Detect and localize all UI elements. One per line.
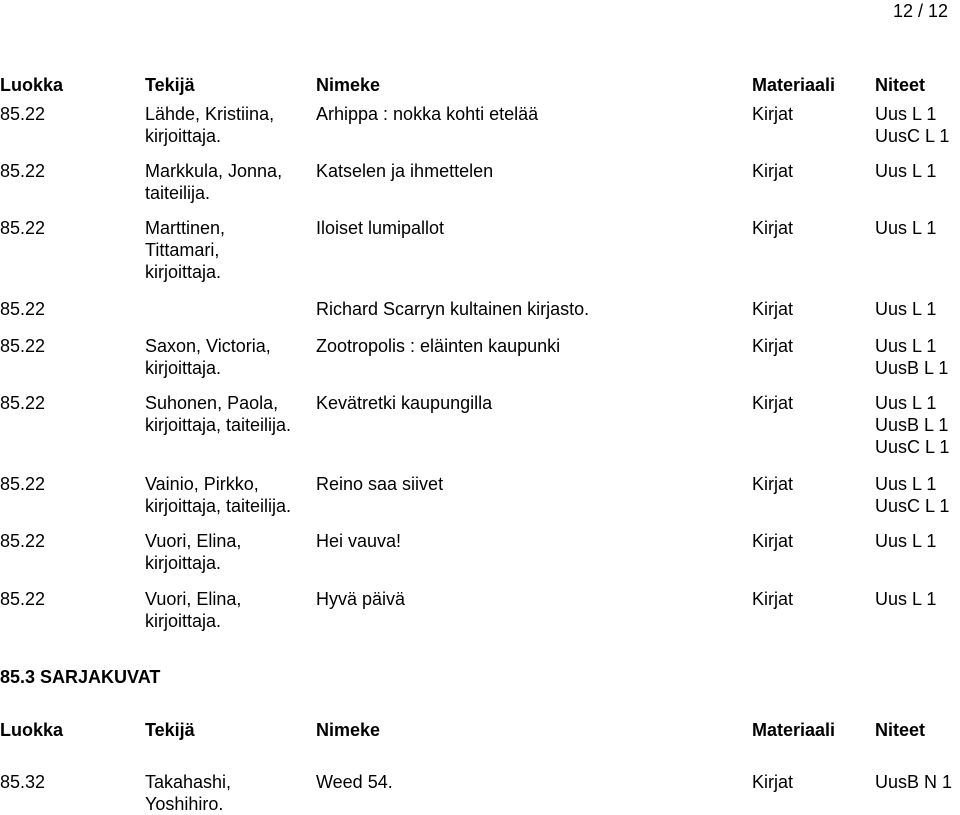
- cell-tekija: [145, 588, 241, 632]
- page-number: 12 / 12: [892, 1, 948, 21]
- niteet-line: Uus L 1: [875, 299, 937, 319]
- tekija-line: kirjoittaja.: [145, 262, 222, 282]
- cell-niteet: [875, 530, 936, 552]
- cell-luokka: 85.22: [0, 104, 46, 124]
- cell-nimeke: Zootropolis : eläinten kaupunki: [316, 336, 561, 356]
- header-luokka: Luokka: [0, 720, 64, 740]
- cell-materiaali: Kirjat: [752, 218, 794, 238]
- tekija-line: Vainio, Pirkko,: [145, 474, 259, 494]
- niteet-line: Uus L 1: [875, 589, 937, 609]
- tekija-line: kirjoittaja, taiteilija.: [145, 415, 292, 435]
- cell-tekija: [145, 217, 225, 283]
- tekija-line: kirjoittaja, taiteilija.: [145, 496, 292, 516]
- tekija-line: Saxon, Victoria,: [145, 336, 271, 356]
- cell-luokka: 85.22: [0, 589, 46, 609]
- cell-materiaali: Kirjat: [752, 336, 794, 356]
- cell-niteet: [875, 771, 952, 793]
- cell-luokka: 85.32: [0, 772, 46, 792]
- cell-nimeke: Katselen ja ihmettelen: [316, 161, 494, 181]
- tekija-line: Yoshihiro.: [145, 794, 224, 814]
- cell-luokka: 85.22: [0, 474, 46, 494]
- niteet-line: Uus L 1: [875, 531, 937, 551]
- header-nimeke: Nimeke: [316, 75, 381, 95]
- cell-luokka: 85.22: [0, 336, 46, 356]
- cell-tekija: [145, 771, 231, 815]
- header-tekija: Tekijä: [145, 75, 195, 95]
- tekija-line: Markkula, Jonna,: [145, 161, 283, 181]
- table-header: [0, 719, 960, 741]
- cell-nimeke: Arhippa : nokka kohti etelää: [316, 104, 539, 124]
- tekija-line: Marttinen,: [145, 218, 226, 238]
- niteet-line: Uus L 1: [875, 218, 937, 238]
- cell-tekija: [145, 335, 271, 379]
- header-nimeke: Nimeke: [316, 720, 381, 740]
- niteet-line: UusC L 1: [875, 126, 950, 146]
- cell-tekija: [145, 160, 282, 204]
- cell-nimeke: Weed 54.: [316, 772, 393, 792]
- cell-nimeke: Iloiset lumipallot: [316, 218, 445, 238]
- cell-niteet: [875, 298, 936, 320]
- niteet-line: Uus L 1: [875, 393, 937, 413]
- cell-niteet: [875, 473, 949, 517]
- niteet-line: UusC L 1: [875, 496, 950, 516]
- niteet-line: Uus L 1: [875, 474, 937, 494]
- tekija-line: Vuori, Elina,: [145, 531, 242, 551]
- cell-niteet: [875, 217, 936, 239]
- niteet-line: UusB N 1: [875, 772, 953, 792]
- cell-luokka: 85.22: [0, 393, 46, 413]
- cell-niteet: [875, 392, 949, 458]
- header-niteet: Niteet: [875, 720, 926, 740]
- tekija-line: Takahashi,: [145, 772, 232, 792]
- cell-tekija: [145, 392, 291, 436]
- cell-luokka: 85.22: [0, 218, 46, 238]
- cell-materiaali: Kirjat: [752, 161, 794, 181]
- tekija-line: kirjoittaja.: [145, 358, 222, 378]
- niteet-line: UusB L 1: [875, 415, 949, 435]
- header-materiaali: Materiaali: [752, 75, 836, 95]
- cell-materiaali: Kirjat: [752, 589, 794, 609]
- cell-nimeke: Hei vauva!: [316, 531, 402, 551]
- cell-luokka: 85.22: [0, 531, 46, 551]
- tekija-line: kirjoittaja.: [145, 126, 222, 146]
- cell-niteet: [875, 160, 936, 182]
- header-materiaali: Materiaali: [752, 720, 836, 740]
- niteet-line: Uus L 1: [875, 104, 937, 124]
- cell-nimeke: Richard Scarryn kultainen kirjasto.: [316, 299, 590, 319]
- niteet-line: UusC L 1: [875, 437, 950, 457]
- cell-niteet: [875, 335, 948, 379]
- cell-luokka: 85.22: [0, 299, 46, 319]
- niteet-line: UusB L 1: [875, 358, 949, 378]
- tekija-line: Suhonen, Paola,: [145, 393, 279, 413]
- cell-nimeke: Reino saa siivet: [316, 474, 444, 494]
- tekija-line: Tittamari,: [145, 240, 220, 260]
- cell-nimeke: Kevätretki kaupungilla: [316, 393, 493, 413]
- niteet-line: Uus L 1: [875, 161, 937, 181]
- tekija-line: kirjoittaja.: [145, 611, 222, 631]
- tekija-line: taiteilija.: [145, 183, 211, 203]
- cell-tekija: [145, 473, 291, 517]
- cell-materiaali: Kirjat: [752, 772, 794, 792]
- header-niteet: Niteet: [875, 75, 926, 95]
- cell-materiaali: Kirjat: [752, 474, 794, 494]
- cell-materiaali: Kirjat: [752, 299, 794, 319]
- tekija-line: kirjoittaja.: [145, 553, 222, 573]
- tekija-line: Lähde, Kristiina,: [145, 104, 275, 124]
- cell-tekija: [145, 530, 241, 574]
- cell-materiaali: Kirjat: [752, 393, 794, 413]
- cell-tekija: [145, 103, 274, 147]
- cell-niteet: [875, 588, 936, 610]
- cell-materiaali: Kirjat: [752, 531, 794, 551]
- cell-materiaali: Kirjat: [752, 104, 794, 124]
- niteet-line: Uus L 1: [875, 336, 937, 356]
- section-title: 85.3 SARJAKUVAT: [0, 667, 161, 687]
- tekija-line: Vuori, Elina,: [145, 589, 242, 609]
- cell-niteet: [875, 103, 949, 147]
- cell-nimeke: Hyvä päivä: [316, 589, 406, 609]
- header-tekija: Tekijä: [145, 720, 195, 740]
- cell-luokka: 85.22: [0, 161, 46, 181]
- table-header: [0, 74, 960, 96]
- header-luokka: Luokka: [0, 75, 64, 95]
